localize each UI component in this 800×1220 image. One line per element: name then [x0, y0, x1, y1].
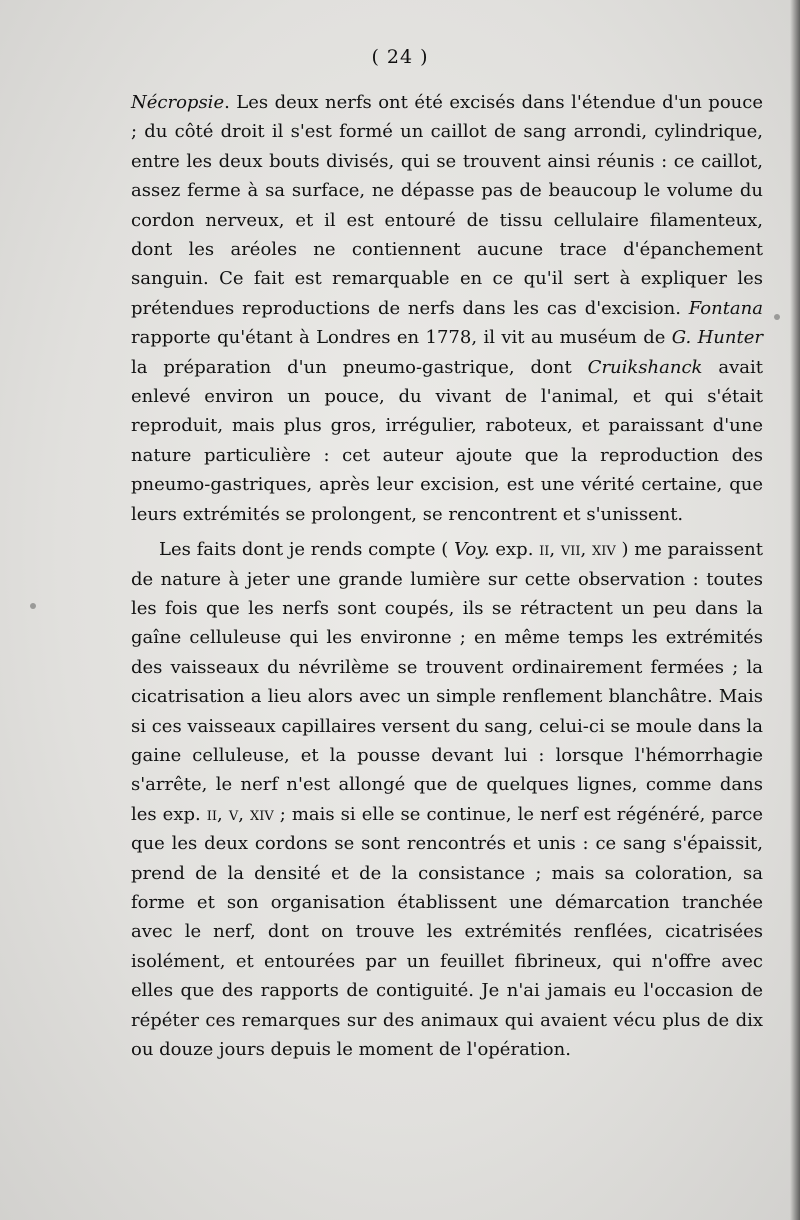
text-run: . Les deux nerfs ont été excisés dans l'étendue d'un pouce ; du côté droit il s'est formé un caillot de sang arrondi, cylindrique, entre les deux bouts divisés, qui se trouvent ainsi réunis : ce caillot, assez ferme à sa surface, ne dépasse pas de beaucoup le volume du cordon nerveux, et il est entouré de tissu cellulaire filamenteux, dont les aréoles ne contiennent aucune trace d'épanchement sanguin. Ce fait est remarquable en ce qu'il sert à expliquer les prétendues reproductions de nerfs dans les cas d'excision.: [131, 92, 763, 319]
paper-speck: [30, 603, 36, 609]
smallcaps-run: ii, vii, xiv: [539, 539, 616, 561]
paragraph-necropsie: [131, 88, 763, 529]
text-run: Les faits dont je rends compte (: [159, 539, 454, 561]
smallcaps-run: v, xiv: [228, 803, 274, 825]
page-number: ( 24 ): [371, 46, 429, 68]
italic-run: G. Hunter: [671, 327, 763, 349]
page-edge-shadow: [790, 0, 800, 1220]
italic-run: Fontana: [688, 297, 763, 319]
text-run: exp.: [489, 539, 540, 561]
italic-run: Nécropsie: [131, 92, 225, 113]
body-text: [131, 88, 763, 1064]
paper-speck: [774, 314, 780, 320]
text-run: avait enlevé environ un pouce, du vivant de l'animal, et qui s'était reproduit, mais plus gros, irrégulier, raboteux, et paraissant d'une nature particulière : cet auteur ajoute que la reproduction des pneumo-gastriques, après leur excision, est une vérité certaine, que leurs extrémités se prolongent, se rencontrent et s'unissent.: [131, 356, 763, 525]
italic-run: Voy.: [453, 539, 490, 561]
smallcaps-run: ii: [206, 803, 218, 825]
text-run: la préparation d'un pneumo-gastrique, dont: [131, 356, 588, 378]
text-run: ,: [217, 803, 229, 825]
text-run: ; mais si elle se continue, le nerf est régénéré, parce que les deux cordons se sont rencontrés et unis : ce sang s'épaissit, prend de la densité et de la consistance ; mais sa coloration, sa forme et son organisation établissent une démarcation tranchée avec le nerf, dont on trouve les extrémités renflées, cicatrisées isolément, et entourées par un feuillet fibrineux, qui n'offre avec elles que des rapports de contiguité. Je n'ai jamais eu l'occasion de répéter ces remarques sur des animaux qui avaient vécu plus de dix ou douze jours depuis le moment de l'opération.: [131, 803, 763, 1060]
text-run: ) me paraissent de nature à jeter une grande lumière sur cette observation : toutes les fois que les nerfs sont coupés, ils se rétractent un peu dans la gaîne celluleuse qui les environne ; en même temps les extrémités des vaisseaux du névrilème se trouvent ordinairement fermées ; la cicatrisation a lieu alors avec un simple renflement blanchâtre. Mais si ces vaisseaux capillaires versent du sang, celui-ci se moule dans la gaine celluleuse, et la pousse devant lui : lorsque l'hémorrhagie s'arrête, le nerf n'est allongé que de quelques lignes, comme dans les exp.: [131, 539, 763, 825]
paragraph-faits: [131, 535, 763, 1064]
italic-run: Cruikshanck: [587, 356, 703, 378]
text-run: rapporte qu'étant à Londres en 1778, il vit au muséum de: [131, 327, 672, 349]
